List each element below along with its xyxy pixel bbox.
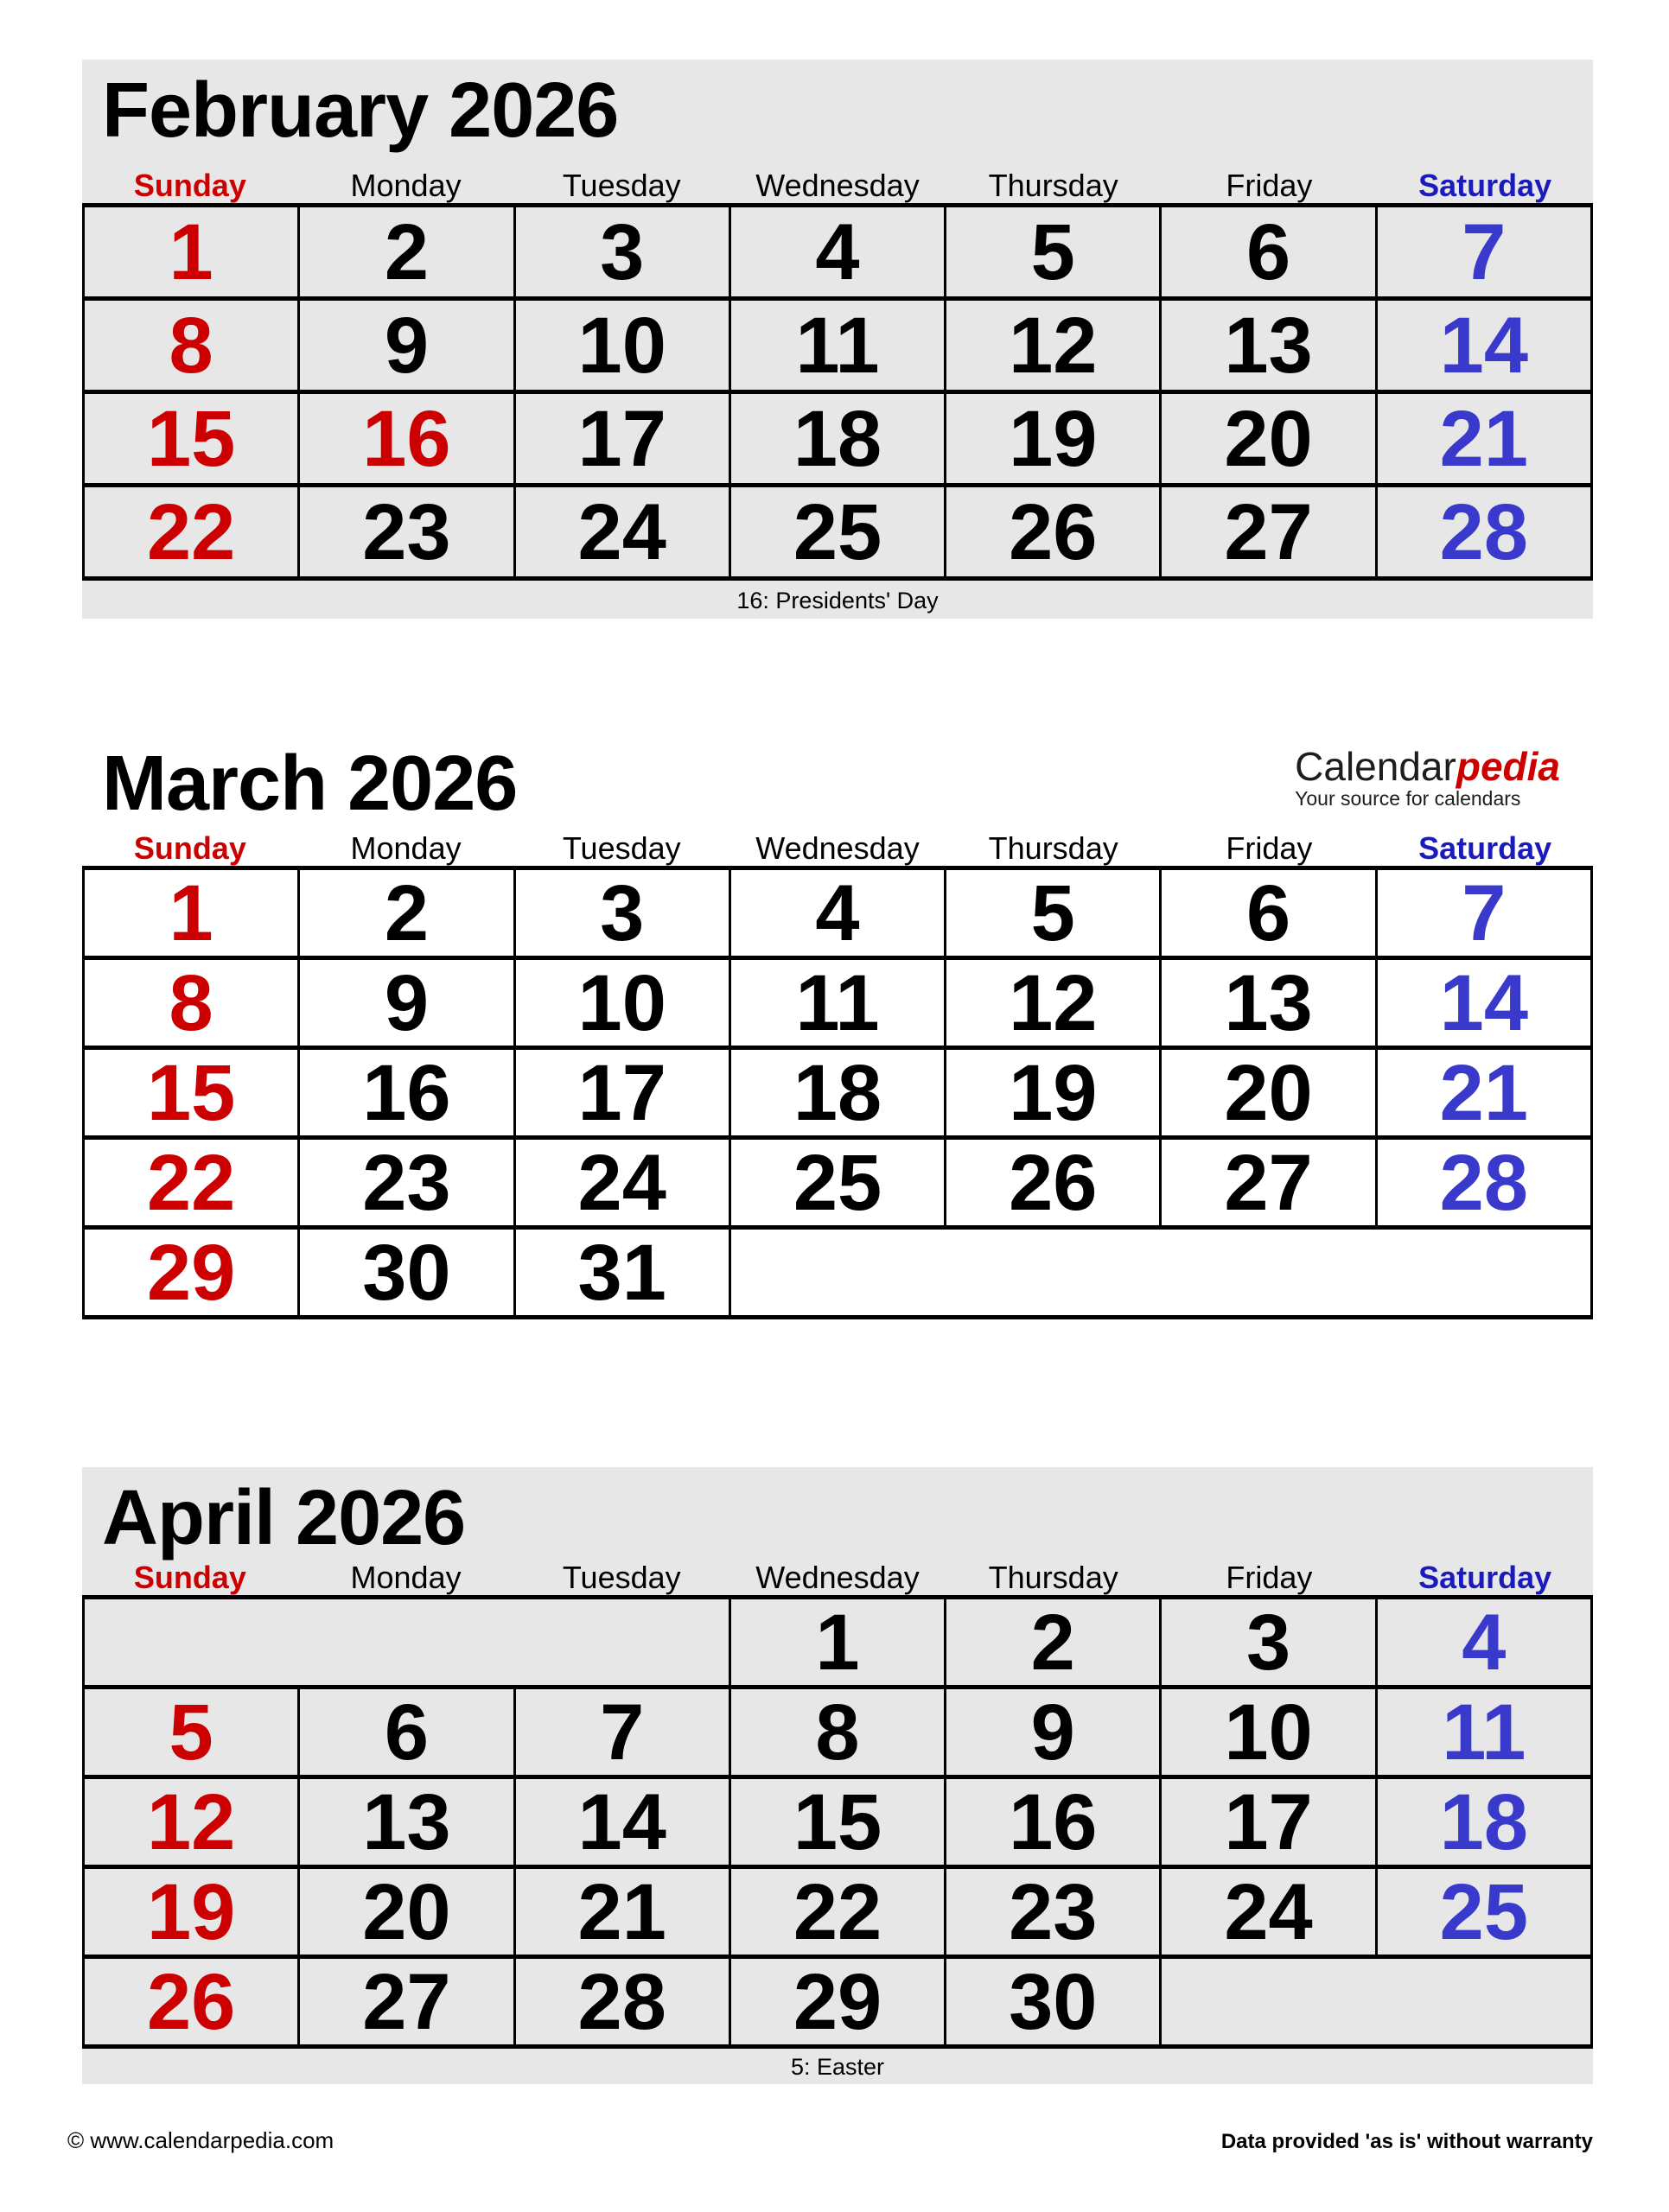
day-cell-15: 15 [729,1777,945,1867]
day-cell-8: 8 [84,299,299,392]
day-cell-14: 14 [1376,299,1591,392]
day-cell-1: 1 [84,206,299,299]
day-cell-20: 20 [299,1867,514,1957]
day-cell-26: 26 [84,1957,299,2047]
day-cell-23: 23 [299,486,514,579]
week-row [84,1598,1592,1688]
weekday-row [82,1560,1593,1595]
day-cell-5: 5 [946,868,1161,958]
day-cell-25: 25 [729,1138,945,1228]
day-cell-22: 22 [84,486,299,579]
calendar-grid-march [82,866,1593,1319]
day-cell-2: 2 [299,868,514,958]
day-cell-8: 8 [84,958,299,1048]
week-row [84,1777,1592,1867]
day-cell-19: 19 [946,392,1161,486]
weekday-monday: Monday [350,168,462,203]
day-cell-25: 25 [729,486,945,579]
weekday-tuesday: Tuesday [562,1560,681,1595]
weekday-tuesday: Tuesday [562,168,681,203]
day-cell-30: 30 [299,1228,514,1318]
day-cell-24: 24 [514,486,729,579]
day-cell-19: 19 [84,1867,299,1957]
day-cell-22: 22 [84,1138,299,1228]
day-cell-3: 3 [1161,1598,1376,1688]
footer-copyright: © www.calendarpedia.com [67,2127,334,2153]
logo-wordmark [1295,744,1560,789]
week-row [84,1048,1592,1138]
weekday-thursday: Thursday [988,830,1118,866]
day-cell-29: 29 [84,1228,299,1318]
day-cell-1: 1 [84,868,299,958]
day-cell-4: 4 [1376,1598,1591,1688]
week-row [84,1957,1592,2047]
week-row [84,1138,1592,1228]
weekday-friday: Friday [1226,1560,1313,1595]
week-row [84,392,1592,486]
day-cell-5: 5 [946,206,1161,299]
day-cell-17: 17 [514,1048,729,1138]
calendar-grid-february [82,203,1593,581]
weekday-wednesday: Wednesday [755,168,920,203]
month-title-april: April 2026 [102,1475,466,1561]
day-cell-18: 18 [729,392,945,486]
day-cell-7: 7 [1376,206,1591,299]
month-header [82,733,1593,827]
week-row [84,1228,1592,1318]
month-block-april [82,1467,1593,2084]
logo-tagline: Your source for calendars [1295,787,1521,810]
day-cell-28: 28 [1376,486,1591,579]
weekday-friday: Friday [1226,830,1313,866]
day-cell-27: 27 [1161,1138,1376,1228]
day-cell-18: 18 [729,1048,945,1138]
day-cell-16: 16 [946,1777,1161,1867]
day-cell-28: 28 [514,1957,729,2047]
day-cell-4: 4 [729,206,945,299]
day-cell-14: 14 [1376,958,1591,1048]
day-cell-21: 21 [1376,392,1591,486]
weekday-thursday: Thursday [988,1560,1118,1595]
week-row [84,1867,1592,1957]
day-cell-25: 25 [1376,1867,1591,1957]
page-footer [67,2127,1593,2154]
day-cell-9: 9 [299,958,514,1048]
day-cell-16: 16 [299,392,514,486]
day-cell-20: 20 [1161,1048,1376,1138]
month-title-february: February 2026 [102,67,619,154]
day-cell-3: 3 [514,206,729,299]
week-row [84,868,1592,958]
day-cell-21: 21 [1376,1048,1591,1138]
day-cell-6: 6 [1161,868,1376,958]
day-cell-12: 12 [84,1777,299,1867]
month-header [82,60,1593,154]
day-cell-10: 10 [1161,1688,1376,1777]
month-title-march: March 2026 [102,741,518,827]
weekday-wednesday: Wednesday [755,830,920,866]
weekday-sunday: Sunday [133,168,246,203]
day-cell-1: 1 [729,1598,945,1688]
day-cell-29: 29 [729,1957,945,2047]
day-cell-9: 9 [299,299,514,392]
empty-day-cell [729,1228,1591,1318]
day-cell-12: 12 [946,299,1161,392]
week-row [84,1688,1592,1777]
day-cell-22: 22 [729,1867,945,1957]
month-block-february [82,60,1593,619]
day-cell-14: 14 [514,1777,729,1867]
day-cell-23: 23 [946,1867,1161,1957]
day-cell-10: 10 [514,299,729,392]
empty-day-cell [1161,1957,1592,2047]
day-cell-2: 2 [946,1598,1161,1688]
day-cell-13: 13 [299,1777,514,1867]
weekday-wednesday: Wednesday [755,1560,920,1595]
week-row [84,486,1592,579]
day-cell-11: 11 [1376,1688,1591,1777]
day-cell-15: 15 [84,1048,299,1138]
weekday-row [82,168,1593,203]
weekday-thursday: Thursday [988,168,1118,203]
day-cell-7: 7 [514,1688,729,1777]
logo-text-calendar: Calendar [1295,744,1456,789]
day-cell-12: 12 [946,958,1161,1048]
day-cell-13: 13 [1161,299,1376,392]
day-cell-26: 26 [946,1138,1161,1228]
day-cell-11: 11 [729,958,945,1048]
day-cell-8: 8 [729,1688,945,1777]
day-cell-6: 6 [1161,206,1376,299]
day-cell-4: 4 [729,868,945,958]
day-cell-19: 19 [946,1048,1161,1138]
day-cell-18: 18 [1376,1777,1591,1867]
weekday-saturday: Saturday [1418,830,1552,866]
week-row [84,299,1592,392]
day-cell-27: 27 [1161,486,1376,579]
day-cell-16: 16 [299,1048,514,1138]
logo-text-pedia: pedia [1456,744,1560,789]
day-cell-21: 21 [514,1867,729,1957]
calendar-grid-april [82,1595,1593,2049]
day-cell-30: 30 [946,1957,1161,2047]
day-cell-13: 13 [1161,958,1376,1048]
day-cell-9: 9 [946,1688,1161,1777]
weekday-sunday: Sunday [133,1560,246,1595]
weekday-monday: Monday [350,830,462,866]
day-cell-24: 24 [514,1138,729,1228]
empty-day-cell [84,1598,730,1688]
month-header [82,1467,1593,1561]
day-cell-24: 24 [1161,1867,1376,1957]
day-cell-11: 11 [729,299,945,392]
weekday-sunday: Sunday [133,830,246,866]
day-cell-26: 26 [946,486,1161,579]
weekday-saturday: Saturday [1418,1560,1552,1595]
weekday-monday: Monday [350,1560,462,1595]
holiday-note-april: 5: Easter [790,2054,885,2080]
day-cell-6: 6 [299,1688,514,1777]
calendarpedia-logo [1295,733,1593,810]
day-cell-5: 5 [84,1688,299,1777]
month-block-march [82,733,1593,1319]
footer-disclaimer: Data provided 'as is' without warranty [1220,2130,1593,2153]
week-row [84,958,1592,1048]
day-cell-2: 2 [299,206,514,299]
weekday-row [82,831,1593,866]
holiday-note-february: 16: Presidents' Day [736,588,939,613]
weekday-tuesday: Tuesday [562,830,681,866]
day-cell-27: 27 [299,1957,514,2047]
day-cell-20: 20 [1161,392,1376,486]
weekday-saturday: Saturday [1418,168,1552,203]
day-cell-3: 3 [514,868,729,958]
day-cell-28: 28 [1376,1138,1591,1228]
weekday-friday: Friday [1226,168,1313,203]
day-cell-23: 23 [299,1138,514,1228]
day-cell-7: 7 [1376,868,1591,958]
day-cell-31: 31 [514,1228,729,1318]
day-cell-17: 17 [514,392,729,486]
day-cell-15: 15 [84,392,299,486]
day-cell-17: 17 [1161,1777,1376,1867]
day-cell-10: 10 [514,958,729,1048]
week-row [84,206,1592,299]
